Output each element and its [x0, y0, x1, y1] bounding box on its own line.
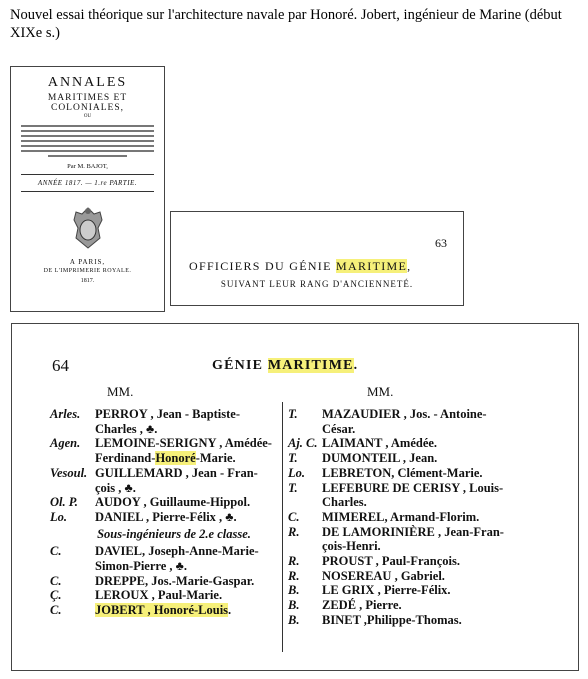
page-63-subheading: SUIVANT LEUR RANG D'ANCIENNETÉ.	[220, 279, 414, 289]
location-label: B.	[288, 612, 300, 627]
officer-name: MAZAUDIER , Jos. - Antoine-	[322, 407, 487, 421]
right-column	[288, 407, 538, 628]
location-label: Aj. C.	[288, 436, 318, 451]
name-text: çois , ♣.	[95, 480, 136, 495]
list-item	[50, 481, 278, 496]
officer-name	[50, 544, 278, 559]
divider	[21, 174, 154, 175]
page-63-heading: OFFICIERS DU GÉNIE MARITIME,	[189, 259, 412, 273]
highlighted-word: MARITIME	[267, 358, 354, 373]
column-divider	[282, 402, 283, 652]
page-number: 64	[52, 356, 69, 375]
officer-name: LEBRETON, Clément-Marie.	[322, 465, 483, 480]
list-item	[288, 583, 538, 598]
location-label: T.	[288, 480, 298, 495]
cover-author: Par M. BAJOT,	[67, 163, 108, 170]
page-number: 63	[435, 236, 447, 250]
list-item	[288, 525, 538, 540]
officer-name	[50, 407, 278, 422]
location-label: Ol. P.	[50, 495, 78, 510]
list-item	[50, 574, 278, 589]
officer-name: DE LAMORINIÈRE , Jean-Fran-	[322, 524, 504, 539]
highlighted-word: MARITIME	[336, 259, 408, 273]
list-item	[50, 544, 278, 559]
list-item	[288, 466, 538, 481]
location-label: Lo.	[50, 509, 68, 524]
page-63-scan	[170, 211, 464, 306]
cover-date: 1817.	[80, 278, 95, 284]
location-label: Ç.	[50, 588, 62, 603]
officer-name: LE GRIX , Pierre-Félix.	[322, 583, 451, 598]
name-text: LEROUX , Paul-Marie.	[95, 588, 223, 603]
officer-name	[50, 603, 278, 618]
highlighted-name: JOBERT , Honoré-Louis	[95, 603, 229, 618]
location-label: Agen.	[50, 436, 81, 451]
cover-title: ANNALES	[47, 75, 128, 90]
divider	[21, 191, 154, 192]
name-text: DANIEL , Pierre-Félix , ♣.	[95, 509, 237, 524]
mm-right: MM.	[367, 384, 394, 399]
cover-subtitle: MARITIMES ET COLONIALES,	[47, 93, 128, 113]
officer-name: LEFEBURE DE CERISY , Louis-	[322, 480, 504, 495]
mm-left: MM.	[107, 384, 134, 399]
cover-fine-print	[21, 125, 154, 157]
list-item	[288, 539, 538, 554]
officer-name: Charles.	[322, 495, 367, 510]
highlighted-name: Honoré	[155, 451, 196, 466]
list-item	[288, 598, 538, 613]
title-page-scan	[10, 66, 165, 312]
royal-arms-emblem	[68, 206, 108, 250]
name-text: -Marie.	[195, 451, 236, 466]
name-text: Simon-Pierre , ♣.	[95, 559, 187, 574]
officer-name: DUMONTEIL , Jean.	[322, 451, 438, 466]
officer-name	[50, 422, 278, 437]
officer-name: BINET ,Philippe-Thomas.	[322, 612, 462, 627]
location-label: C.	[50, 544, 62, 559]
page-64-title: GÉNIE MARITIME.	[212, 358, 359, 373]
officer-name: MIMEREL, Armand-Florim.	[322, 509, 480, 524]
cover-city: A PARIS,	[69, 258, 106, 266]
list-item	[50, 407, 278, 422]
name-text: DREPPE, Jos.-Marie-Gaspar.	[95, 573, 255, 588]
list-item	[288, 407, 538, 422]
cover-press: DE L'IMPRIMERIE ROYALE.	[43, 268, 132, 274]
name-text: LEMOINE-SERIGNY , Amédée-	[95, 436, 272, 451]
officer-name: César.	[322, 421, 356, 436]
list-item	[50, 422, 278, 437]
officer-name: PROUST , Paul-François.	[322, 554, 460, 569]
location-label: C.	[50, 603, 62, 618]
cover-year-part: ANNÉE 1817. — 1.re PARTIE.	[37, 179, 138, 187]
list-item	[50, 559, 278, 574]
officer-name	[50, 574, 278, 589]
officer-name	[50, 559, 278, 574]
name-text: DAVIEL, Joseph-Anne-Marie-	[95, 544, 259, 559]
officer-name	[50, 588, 278, 603]
officer-name	[50, 451, 278, 466]
cover-ou: OU	[83, 114, 92, 119]
officer-name	[50, 481, 278, 496]
name-text: Ferdinand-	[95, 451, 156, 466]
list-item	[50, 495, 278, 510]
caption: Nouvel essai théorique sur l'architecture navale par Honoré. Jobert, ingénieur de Marine (début XIXe s.)	[10, 7, 562, 41]
list-item	[50, 588, 278, 603]
name-text: PERROY , Jean - Baptiste-	[95, 407, 241, 421]
list-item	[50, 603, 278, 618]
location-label: B.	[288, 583, 300, 598]
section-subheading: Sous-ingénieurs de 2.e classe.	[97, 526, 251, 541]
officer-name	[50, 510, 278, 525]
location-label: R.	[288, 524, 300, 539]
officer-name: ZEDÉ , Pierre.	[322, 598, 402, 613]
location-label: R.	[288, 554, 300, 569]
list-item	[50, 466, 278, 481]
list-item	[50, 436, 278, 451]
location-label: C.	[50, 573, 62, 588]
list-item	[50, 451, 278, 466]
location-label: T.	[288, 451, 298, 466]
name-text: GUILLEMARD , Jean - Fran-	[95, 465, 258, 480]
left-column	[50, 407, 278, 618]
list-item	[288, 422, 538, 437]
list-item	[288, 436, 538, 451]
name-text: .	[228, 603, 232, 618]
location-label: T.	[288, 407, 298, 421]
officer-name: LAIMANT , Amédée.	[322, 436, 438, 451]
officer-name: çois-Henri.	[322, 539, 381, 554]
list-item	[288, 554, 538, 569]
name-text: AUDOY , Guillaume-Hippol.	[95, 495, 251, 510]
list-item	[288, 569, 538, 584]
officer-name	[50, 495, 278, 510]
name-text: Charles , ♣.	[95, 421, 158, 436]
list-item	[288, 495, 538, 510]
page-64-scan	[11, 323, 579, 671]
location-label: Arles.	[50, 407, 81, 421]
location-label: Lo.	[288, 465, 306, 480]
list-item	[288, 481, 538, 496]
list-item	[50, 510, 278, 525]
list-item	[288, 510, 538, 525]
list-item	[288, 613, 538, 628]
location-label: Vesoul.	[50, 465, 88, 480]
list-item	[288, 451, 538, 466]
location-label: C.	[288, 509, 300, 524]
location-label: B.	[288, 598, 300, 613]
officer-name: NOSEREAU , Gabriel.	[322, 568, 445, 583]
location-label: R.	[288, 568, 300, 583]
officer-name	[50, 436, 278, 451]
